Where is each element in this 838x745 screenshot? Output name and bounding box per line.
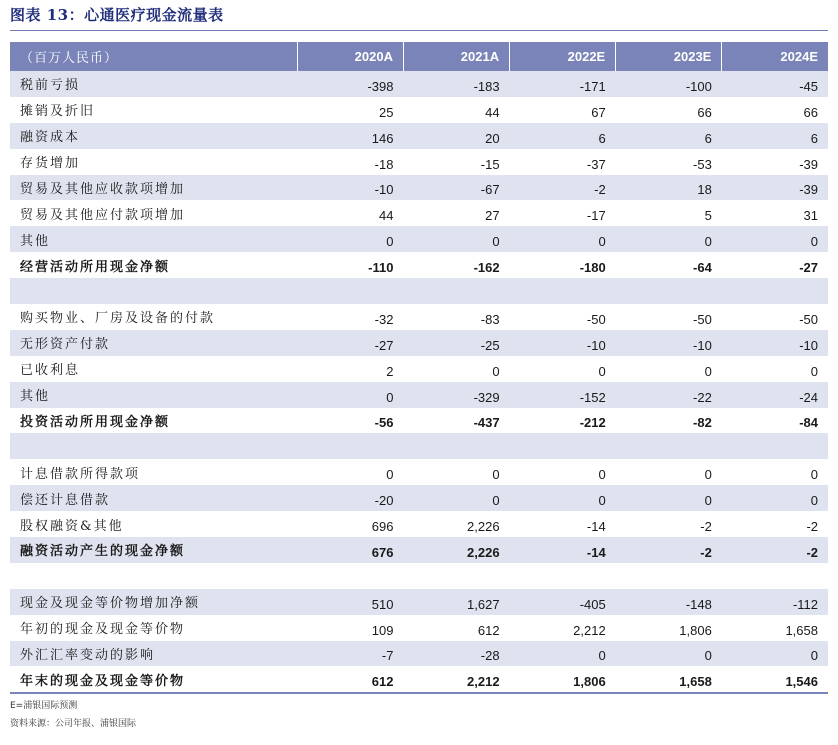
row-value: -152 <box>579 389 606 405</box>
table-row <box>10 200 828 226</box>
table-row <box>10 304 828 330</box>
row-value: -27 <box>799 260 818 276</box>
row-value: 0 <box>810 648 818 664</box>
row-label: 其他 <box>20 233 51 249</box>
table-row <box>10 537 828 563</box>
table-row <box>10 252 828 278</box>
spacer-row <box>10 278 828 304</box>
table-row <box>10 356 828 382</box>
estimate-footnote: E=浦银国际预测 <box>10 701 78 711</box>
row-value: -22 <box>693 389 712 405</box>
cash-flow-table <box>10 42 828 692</box>
row-value: 1,658 <box>679 674 712 690</box>
row-value: -17 <box>586 208 606 224</box>
row-value: 1,806 <box>679 622 712 638</box>
row-value: 1,806 <box>573 674 606 690</box>
row-value <box>616 433 722 459</box>
row-value: -67 <box>480 182 500 198</box>
spacer-row <box>10 433 828 459</box>
table-body <box>10 71 828 692</box>
row-value: -110 <box>368 260 394 276</box>
row-value: -18 <box>374 156 394 172</box>
spacer-row <box>10 563 828 589</box>
row-value <box>403 433 509 459</box>
row-value: 0 <box>810 467 818 483</box>
table-row <box>10 97 828 123</box>
table-row <box>10 175 828 201</box>
row-value: -162 <box>473 260 500 276</box>
row-value: 27 <box>485 208 500 224</box>
row-value: -64 <box>693 260 712 276</box>
row-value: -212 <box>579 415 606 431</box>
row-value: -32 <box>374 311 394 327</box>
row-value: -100 <box>685 78 712 94</box>
row-value: -20 <box>374 493 394 509</box>
row-value: 0 <box>704 467 712 483</box>
table-row <box>10 485 828 511</box>
row-value: 2,226 <box>467 544 500 560</box>
row-value: -84 <box>799 415 818 431</box>
row-value: -180 <box>579 260 606 276</box>
row-value: 612 <box>477 622 500 638</box>
row-label: 贸易及其他应付款项增加 <box>20 207 186 223</box>
row-value: 612 <box>371 674 394 690</box>
row-label: 现金及现金等价物增加净额 <box>20 596 201 612</box>
row-value: 0 <box>598 234 606 250</box>
row-value: 0 <box>810 363 818 379</box>
row-value: 0 <box>598 467 606 483</box>
row-value: 2,212 <box>573 622 606 638</box>
table-row <box>10 226 828 252</box>
row-value: 25 <box>379 104 394 120</box>
table-row <box>10 459 828 485</box>
row-value: 0 <box>492 467 500 483</box>
row-value: 2,226 <box>467 519 500 535</box>
row-label: 外汇汇率变动的影响 <box>20 648 156 664</box>
row-value: 6 <box>704 130 712 146</box>
year-header: 2024E <box>722 42 828 71</box>
row-value: 0 <box>598 493 606 509</box>
table-row <box>10 71 828 97</box>
row-label: 存货增加 <box>20 156 81 172</box>
row-value: -398 <box>367 78 394 94</box>
row-label: 购买物业、厂房及设备的付款 <box>20 311 216 327</box>
row-value: 0 <box>492 234 500 250</box>
row-value: 6 <box>598 130 606 146</box>
row-label: 贸易及其他应收款项增加 <box>20 182 186 197</box>
row-value: 0 <box>704 363 712 379</box>
row-value: 0 <box>704 648 712 664</box>
row-value <box>510 563 616 589</box>
row-value: 1,627 <box>467 596 500 612</box>
table-row <box>10 615 828 641</box>
row-value <box>510 278 616 304</box>
year-header: 2020A <box>297 42 403 71</box>
row-label: 无形资产付款 <box>20 337 111 353</box>
row-value: 146 <box>371 130 394 146</box>
row-label: 已收利息 <box>20 363 81 379</box>
row-value: -45 <box>799 78 818 94</box>
row-value: -2 <box>700 519 712 535</box>
row-value: 18 <box>697 182 712 198</box>
row-value: -39 <box>799 182 818 198</box>
row-value <box>616 563 722 589</box>
row-value <box>297 563 403 589</box>
row-label: 年初的现金及现金等价物 <box>20 622 186 638</box>
table-row <box>10 123 828 149</box>
row-value: -2 <box>594 182 606 198</box>
row-value: -15 <box>480 156 500 172</box>
row-label: 股权融资&其他 <box>20 518 124 534</box>
row-value <box>722 278 828 304</box>
row-value <box>403 278 509 304</box>
year-header: 2021A <box>403 42 509 71</box>
table-bottom-rule <box>10 692 828 694</box>
row-label: 摊销及折旧 <box>20 104 96 120</box>
table-row <box>10 330 828 356</box>
row-value: 0 <box>386 389 394 405</box>
row-value: -27 <box>374 337 394 353</box>
row-value: -10 <box>693 337 712 353</box>
row-value: -28 <box>480 648 500 664</box>
row-value: 66 <box>803 104 818 120</box>
table-row <box>10 589 828 615</box>
table-row <box>10 666 828 692</box>
row-value: -7 <box>381 648 394 664</box>
row-label: 计息借款所得款项 <box>20 466 141 482</box>
row-value: 0 <box>598 363 606 379</box>
year-header: 2023E <box>616 42 722 71</box>
row-value: -171 <box>579 78 606 94</box>
row-value: -437 <box>473 415 500 431</box>
row-value: 0 <box>704 234 712 250</box>
row-value <box>403 563 509 589</box>
row-value: 20 <box>485 130 500 146</box>
row-value <box>297 433 403 459</box>
row-value: 0 <box>492 363 500 379</box>
row-value: -24 <box>799 389 818 405</box>
row-value: 0 <box>810 493 818 509</box>
row-value: -183 <box>473 78 500 94</box>
row-value: 0 <box>386 467 394 483</box>
row-value: -14 <box>586 544 606 560</box>
row-label: 融资成本 <box>20 130 81 146</box>
row-value: -53 <box>693 156 712 172</box>
row-value: 0 <box>386 234 394 250</box>
row-value: -39 <box>799 156 818 172</box>
table-row <box>10 511 828 537</box>
row-value: -82 <box>693 415 712 431</box>
row-value: -329 <box>473 389 500 405</box>
figure-title: 图表 13：心通医疗现金流量表 <box>10 6 224 24</box>
row-value <box>297 278 403 304</box>
row-label: 其他 <box>20 389 51 405</box>
row-value: -405 <box>579 596 606 612</box>
row-value: -25 <box>480 337 500 353</box>
row-value: 1,658 <box>785 622 818 638</box>
row-value: 2,212 <box>467 674 500 690</box>
row-value: -14 <box>586 519 606 535</box>
row-value: 510 <box>371 596 394 612</box>
row-value: -50 <box>586 311 606 327</box>
title-divider <box>10 30 828 31</box>
row-label: 年末的现金及现金等价物 <box>20 673 186 689</box>
row-value: -10 <box>799 337 818 353</box>
table-row <box>10 382 828 408</box>
row-label: 偿还计息借款 <box>20 492 111 508</box>
row-value: 2 <box>386 363 394 379</box>
row-value: 6 <box>810 130 818 146</box>
row-value <box>510 433 616 459</box>
row-value: 0 <box>598 648 606 664</box>
row-value: 31 <box>803 208 818 224</box>
row-value: 0 <box>704 493 712 509</box>
row-value: 1,546 <box>785 674 818 690</box>
unit-label-header: （百万人民币） <box>10 42 297 71</box>
row-value: -56 <box>374 415 394 431</box>
row-value: -50 <box>693 311 712 327</box>
source-footnote: 资料来源：公司年报、浦银国际 <box>10 719 137 729</box>
row-label: 融资活动产生的现金净额 <box>20 544 186 560</box>
table-row <box>10 149 828 175</box>
year-header: 2022E <box>510 42 616 71</box>
row-value: -10 <box>586 337 606 353</box>
row-value: 0 <box>810 234 818 250</box>
row-label: 税前亏损 <box>20 78 81 94</box>
row-value <box>616 278 722 304</box>
row-value: 696 <box>371 519 394 535</box>
row-value: -83 <box>480 311 500 327</box>
row-value: -2 <box>700 544 712 560</box>
row-value: 5 <box>704 208 712 224</box>
row-value: -37 <box>586 156 606 172</box>
row-value: -50 <box>799 311 818 327</box>
row-value: 67 <box>591 104 606 120</box>
row-value: 44 <box>379 208 394 224</box>
row-label: 经营活动所用现金净额 <box>20 259 171 275</box>
row-value: 109 <box>371 622 394 638</box>
row-value: 676 <box>371 544 394 560</box>
row-value: -112 <box>792 596 818 612</box>
row-value: -148 <box>685 596 712 612</box>
row-value: 44 <box>485 104 500 120</box>
row-label <box>10 433 297 459</box>
row-value: 0 <box>492 493 500 509</box>
table-row <box>10 641 828 667</box>
table-row <box>10 408 828 434</box>
row-value: 66 <box>697 104 712 120</box>
row-value: -2 <box>806 544 818 560</box>
row-label <box>10 278 297 304</box>
row-value: -10 <box>374 182 394 198</box>
row-value <box>722 563 828 589</box>
table-header-row <box>10 42 828 71</box>
row-value: -2 <box>806 519 818 535</box>
row-label <box>10 563 297 589</box>
row-value <box>722 433 828 459</box>
row-label: 投资活动所用现金净额 <box>20 415 171 431</box>
